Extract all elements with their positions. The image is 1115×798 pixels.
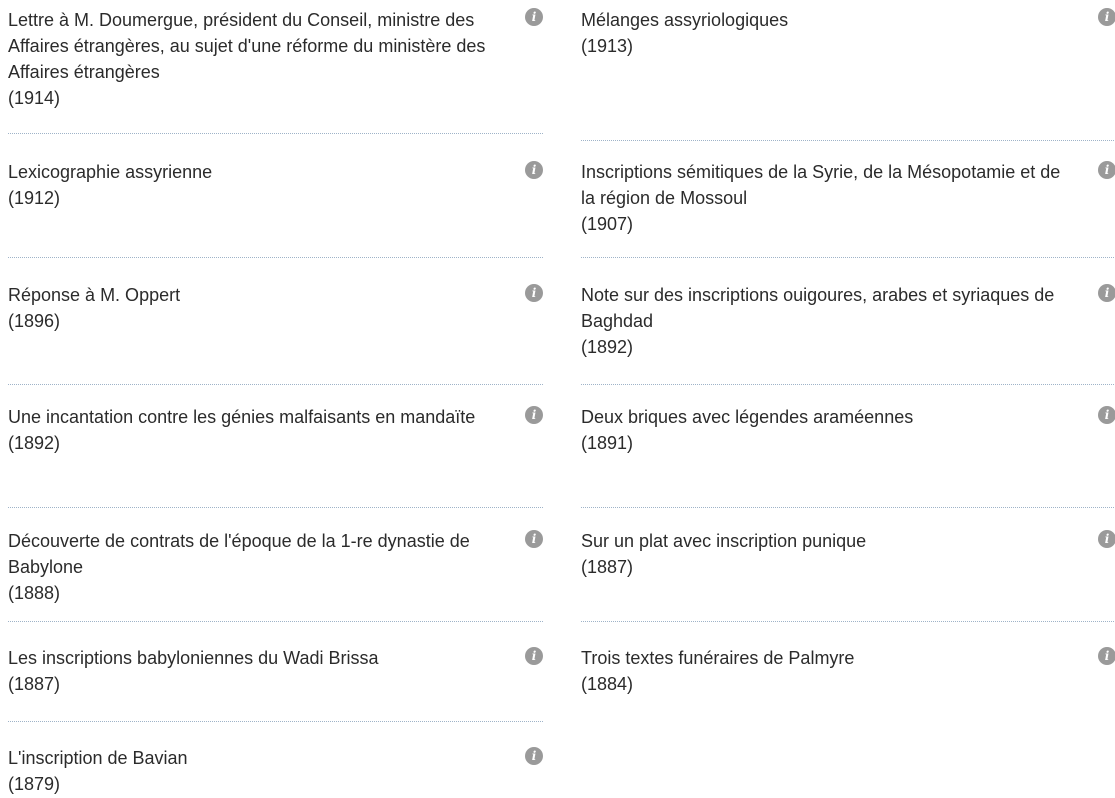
info-icon[interactable]: i [1098,284,1115,302]
work-year: (1884) [581,674,634,694]
work-title-link[interactable]: Les inscriptions babyloniennes du Wadi Brissa [8,648,379,668]
work-item [8,385,543,508]
work-title-link[interactable]: L'inscription de Bavian [8,748,188,768]
work-year: (1888) [8,583,61,603]
work-title-link[interactable]: Une incantation contre les génies malfaisants en mandaïte [8,407,476,427]
info-icon[interactable]: i [1098,161,1115,179]
work-title-link[interactable]: Mélanges assyriologiques [581,10,789,30]
work-item [8,134,543,258]
work-title-link[interactable]: Note sur des inscriptions ouigoures, arabes et syriaques de Baghdad [581,285,1055,331]
work-year: (1879) [8,774,61,794]
info-icon[interactable]: i [525,647,543,665]
work-title-link[interactable]: Deux briques avec légendes araméennes [581,407,914,427]
work-title-link[interactable]: Réponse à M. Oppert [8,285,181,305]
work-item [581,141,1115,258]
work-title-link[interactable]: Découverte de contrats de l'époque de la 1-re dynastie de Babylone [8,531,470,577]
info-icon[interactable]: i [525,530,543,548]
work-year: (1914) [8,88,61,108]
work-year: (1887) [581,557,634,577]
info-icon[interactable]: i [1098,406,1115,424]
info-icon[interactable]: i [1098,8,1115,26]
work-title-link[interactable]: Lettre à M. Doumergue, président du Conseil, ministre des Affaires étrangères, au sujet d'une réforme du ministère des Affaires étrangères [8,10,486,82]
work-item [581,258,1115,385]
work-year: (1892) [581,337,634,357]
work-item [581,508,1115,622]
work-title-link[interactable]: Trois textes funéraires de Palmyre [581,648,855,668]
work-year: (1891) [581,433,634,453]
info-icon[interactable]: i [1098,647,1115,665]
work-year: (1892) [8,433,61,453]
work-item [581,385,1115,508]
work-item [8,0,543,134]
info-icon[interactable]: i [525,284,543,302]
info-icon[interactable]: i [525,406,543,424]
work-title-link[interactable]: Sur un plat avec inscription punique [581,531,867,551]
info-icon[interactable]: i [525,161,543,179]
info-icon[interactable]: i [1098,530,1115,548]
work-item [8,622,543,722]
work-item [581,0,1115,141]
info-icon[interactable]: i [525,747,543,765]
work-item [581,622,1115,722]
work-year: (1896) [8,311,61,331]
work-year: (1907) [581,214,634,234]
work-item [8,258,543,385]
work-year: (1887) [8,674,61,694]
work-title-link[interactable]: Lexicographie assyrienne [8,162,213,182]
info-icon[interactable]: i [525,8,543,26]
work-title-link[interactable]: Inscriptions sémitiques de la Syrie, de la Mésopotamie et de la région de Mossoul [581,162,1061,208]
work-item [8,508,543,622]
work-item [8,722,543,798]
work-year: (1913) [581,36,634,56]
work-year: (1912) [8,188,61,208]
